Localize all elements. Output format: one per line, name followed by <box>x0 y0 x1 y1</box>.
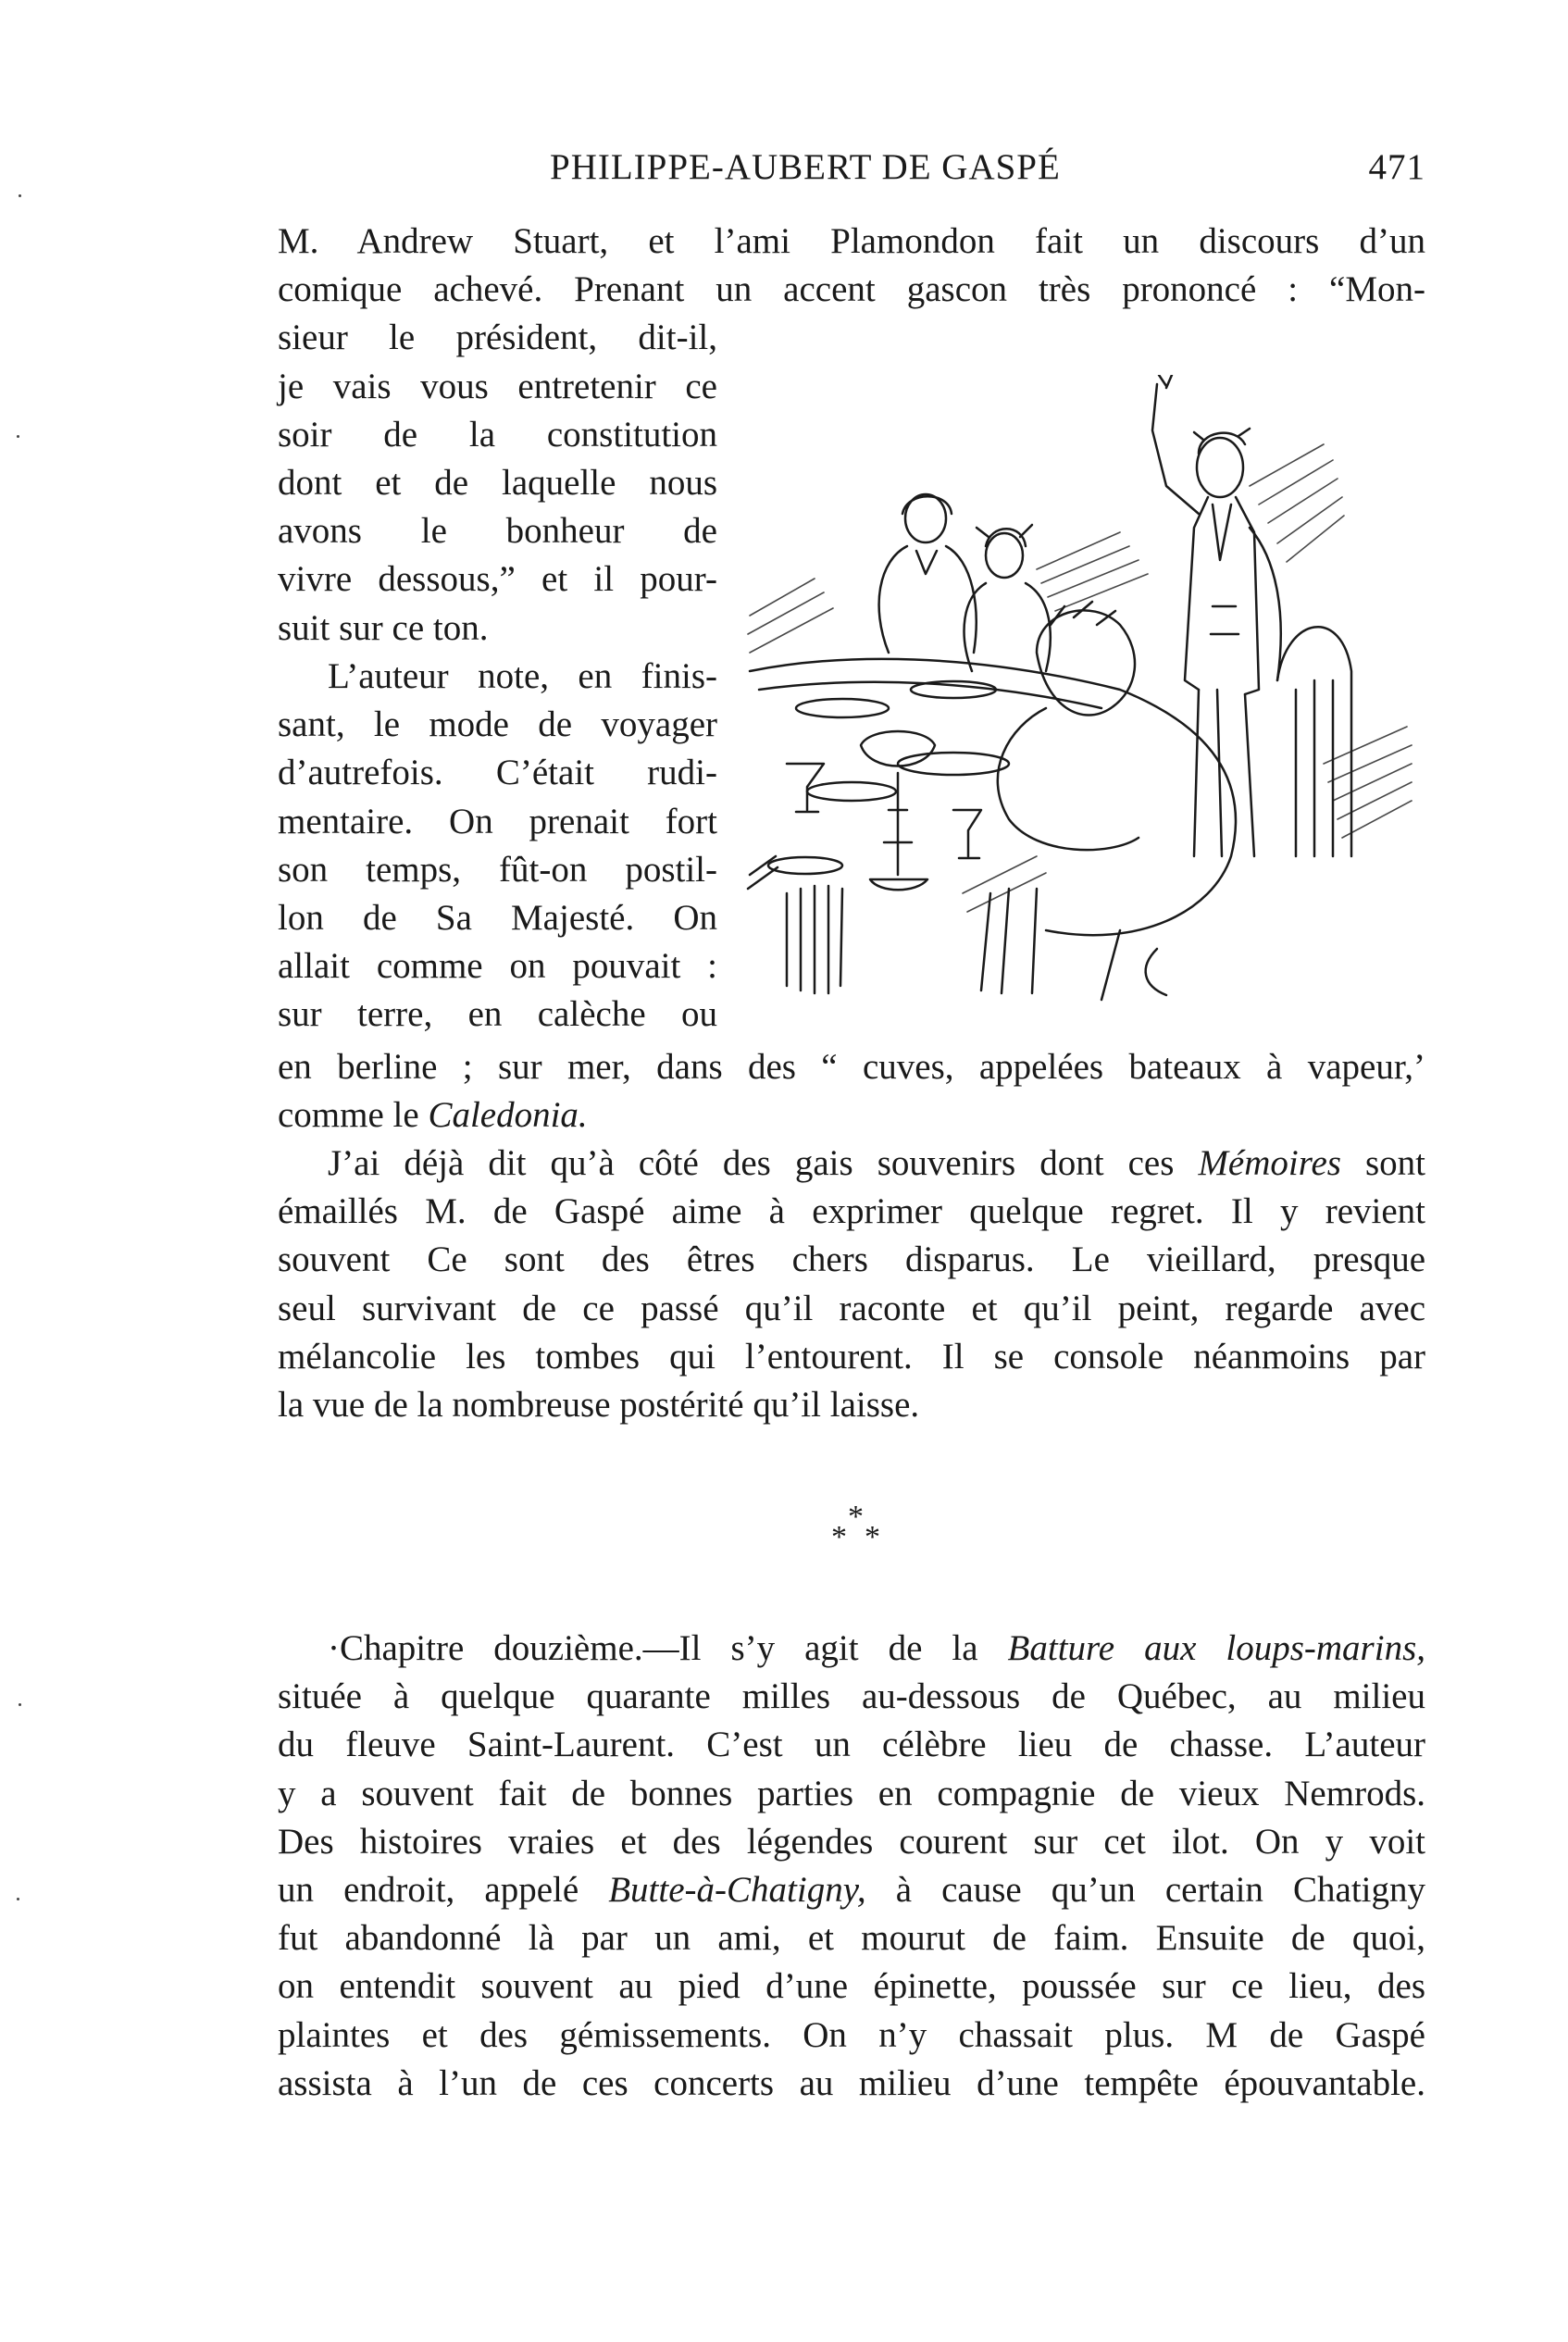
text-line: soir de la constitution <box>278 414 717 455</box>
asterism-star: * <box>865 1520 880 1554</box>
text-line: lon de Sa Majesté. On <box>278 897 717 938</box>
text-line: mélancolie les tombes qui l’entourent. Il se console néanmoins par <box>278 1336 1425 1377</box>
asterism-star: * <box>848 1500 864 1534</box>
book-title: Mémoires <box>1198 1143 1341 1183</box>
paragraph-chapitre-douze <box>278 1625 1425 2108</box>
text-line: émaillés M. de Gaspé aime à exprimer quelque regret. Il y revient <box>278 1191 1425 1232</box>
text-line: située à quelque quarante milles au-dessous de Québec, au milieu <box>278 1676 1425 1717</box>
running-title: PHILIPPE-AUBERT DE GASPÉ <box>550 147 1061 187</box>
text-line: fut abandonné là par un ami, et mourut de faim. Ensuite de quoi, <box>278 1918 1425 1959</box>
text-line: Des histoires vraies et des légendes courent sur cet ilot. On y voit <box>278 1821 1425 1862</box>
page-speck <box>17 435 19 438</box>
text-line <box>278 1866 1425 1914</box>
text-line: M. Andrew Stuart, et l’ami Plamondon fait un discours d’un <box>278 221 1425 261</box>
text-line: d’autrefois. C’était rudi- <box>278 753 717 793</box>
text-run: comme le <box>278 1095 429 1136</box>
text-line: avons le bonheur de <box>278 511 717 552</box>
asterism-star: * <box>831 1520 847 1554</box>
text-line: plaintes et des gémissements. On n’y chassait plus. M de Gaspé <box>278 2014 1425 2055</box>
text-line: assista à l’un de ces concerts au milieu d’une tempête épouvantable. <box>278 2062 1425 2103</box>
text-line <box>278 1625 1425 1673</box>
text-line: la vue de la nombreuse postérité qu’il laisse. <box>278 1384 920 1425</box>
text-line: je vais vous entretenir ce <box>278 366 717 406</box>
text-line: sant, le mode de voyager <box>278 704 717 745</box>
text-line: sur terre, en calèche ou <box>278 994 717 1035</box>
text-line: y a souvent fait de bonnes parties en compagnie de vieux Nemrods. <box>278 1773 1425 1813</box>
text-line <box>278 1140 1425 1188</box>
text-line: souvent Ce sont des êtres chers disparus. Le vieillard, presque <box>278 1240 1425 1280</box>
text-line: on entendit souvent au pied d’une épinette, poussée sur ce lieu, des <box>278 1966 1425 2007</box>
text-line: vivre dessous,” et il pour- <box>278 559 717 600</box>
text-line: mentaire. On prenait fort <box>278 801 717 841</box>
text-line: L’auteur note, en finis- <box>328 656 717 696</box>
text-line: du fleuve Saint-Laurent. C’est un célèbre lieu de chasse. L’auteur <box>278 1725 1425 1765</box>
text-line: dont et de laquelle nous <box>278 462 717 503</box>
place-name: Batture aux loups-marins, <box>1007 1628 1425 1668</box>
text-line: allait comme on pouvait : <box>278 946 717 987</box>
place-name: Butte-à-Chatigny, <box>608 1869 866 1910</box>
text-run: à cause qu’un certain Chatigny <box>865 1869 1425 1910</box>
page-speck <box>19 1703 21 1706</box>
text-run: J’ai déjà dit qu’à côté des gais souvenirs dont ces <box>328 1143 1199 1183</box>
paragraph-voyager <box>278 653 717 1040</box>
paragraph-voyager-end <box>278 1043 1425 1140</box>
text-line: suit sur ce ton. <box>278 607 489 648</box>
text-run: sont <box>1340 1143 1425 1183</box>
ship-name: Caledonia. <box>428 1095 588 1136</box>
text-line: seul survivant de ce passé qu’il raconte et qu’il peint, regarde avec <box>278 1288 1425 1328</box>
asterism <box>815 1500 907 1574</box>
page-speck <box>19 194 21 197</box>
text-line: sieur le président, dit-il, <box>278 318 717 358</box>
text-line: en berline ; sur mer, dans des “ cuves, appelées bateaux à vapeur,’ <box>278 1047 1425 1087</box>
banquet-illustration <box>731 375 1435 1023</box>
text-run: ·Chapitre douzième.—Il s’y agit de la <box>328 1628 1008 1668</box>
text-line: son temps, fût-on postil- <box>278 849 717 890</box>
running-head <box>278 146 1425 193</box>
text-run: un endroit, appelé <box>278 1869 609 1910</box>
paragraph-souvenirs <box>278 1140 1425 1429</box>
page-number: 471 <box>1368 147 1425 187</box>
page-speck <box>17 1898 19 1900</box>
text-line: comique achevé. Prenant un accent gascon très prononcé : “Mon- <box>278 269 1425 310</box>
text-line <box>278 1091 1425 1140</box>
